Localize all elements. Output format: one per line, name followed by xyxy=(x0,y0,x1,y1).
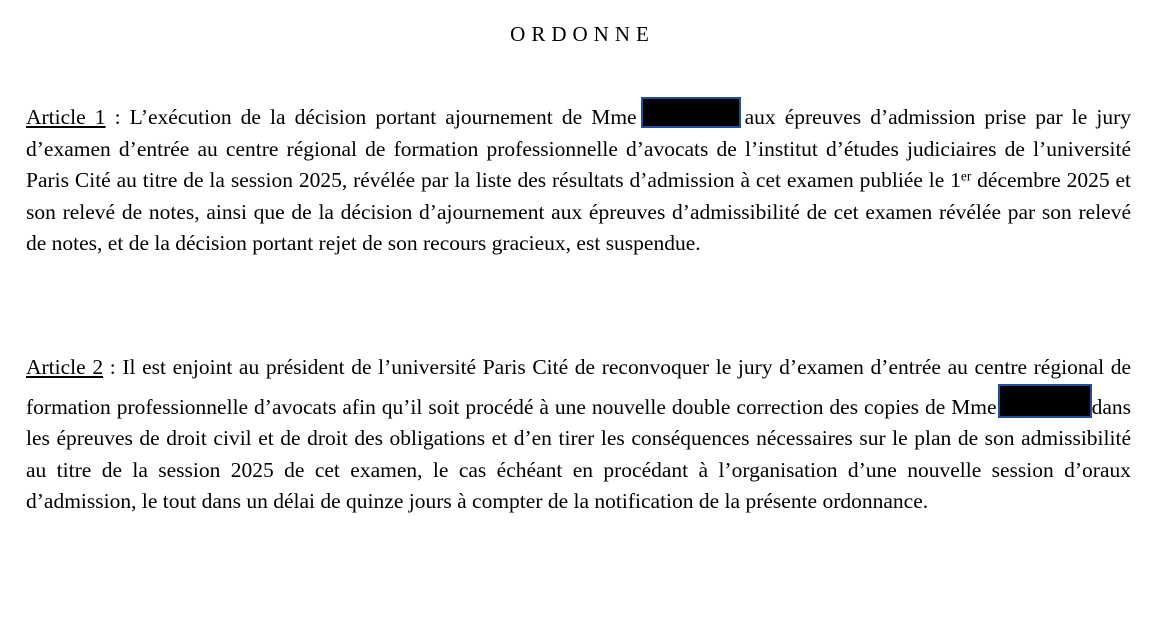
article-2-paragraph xyxy=(26,352,1131,518)
article-1-text-after-redaction-2: décembre 2025 et son relevé de notes, ainsi que de la décision d’ajournement aux épreuves d’admissibilité de cet examen révélée par son relevé de notes, et de la décision portant rejet de son recours gracieux, est suspendue. xyxy=(26,168,1131,255)
article-2-separator: : xyxy=(103,355,123,379)
article-1-text-before-redaction: L’exécution de la décision portant ajournement de Mme xyxy=(129,105,637,129)
article-1-paragraph xyxy=(26,97,1131,260)
redacted-name-box-2 xyxy=(998,384,1092,418)
redacted-name-box-1 xyxy=(641,97,741,128)
article-1-label: Article 1 xyxy=(26,105,106,129)
ordinal-suffix: er xyxy=(960,168,972,184)
article-1-text-after-redaction-1: aux épreuves d’admission prise par le jury d’examen d’entrée au centre régional de formation professionnelle d’avocats de l’institut d’études judiciaires de l’université Paris Cité au titre de la session 2025, révélée par la liste des résultats d’admission à cet examen publiée le 1 xyxy=(26,105,1131,192)
article-1-separator: : xyxy=(105,105,130,129)
article-2-text-after-redaction: dans les épreuves de droit civil et de droit des obligations et d’en tirer les conséquences nécessaires sur le plan de son admissibilité au titre de la session 2025 de cet examen, le cas échéant en procédant à l’organisation d’une nouvelle session d’oraux d’admission, le tout dans un délai de quinze jours à compter de la notification de la présente ordonnance. xyxy=(26,394,1131,513)
article-2-label: Article 2 xyxy=(26,355,104,379)
page-title: ORDONNE xyxy=(510,22,655,46)
article-2-text-before-redaction: Il est enjoint au président de l’université Paris Cité de reconvoquer le jury d’examen d’entrée au centre régional de formation professionnelle d’avocats afin qu’il soit procédé à une nouvelle double correction des copies de Mme xyxy=(26,355,1132,419)
